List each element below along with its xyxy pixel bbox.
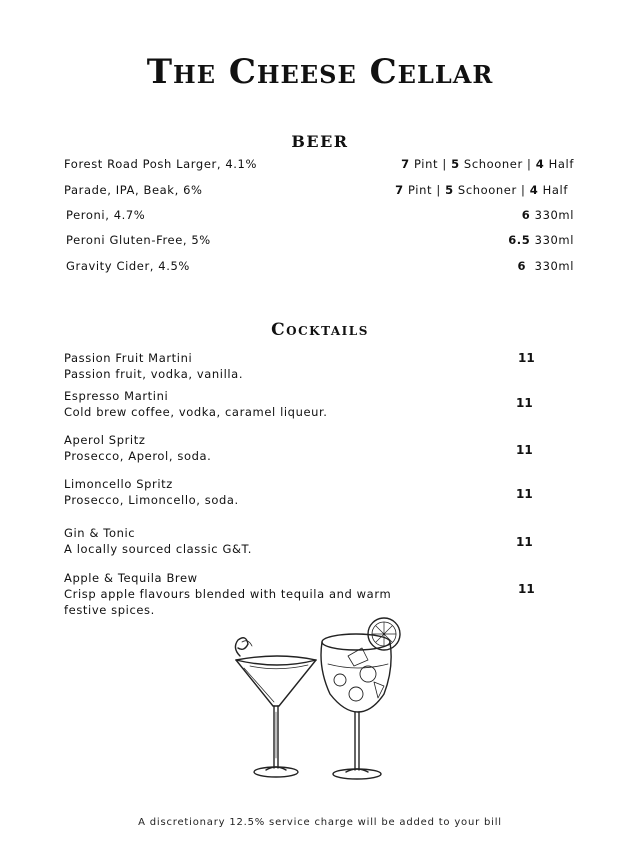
cocktail-price: 11 xyxy=(516,443,533,457)
cocktail-item xyxy=(64,388,544,420)
cocktail-item xyxy=(64,350,544,382)
beer-price: 6 330ml xyxy=(517,259,574,273)
cocktail-price: 11 xyxy=(518,582,535,596)
cocktail-description: Prosecco, Aperol, soda. xyxy=(64,449,212,463)
beer-item xyxy=(64,183,568,201)
cocktail-name: Aperol Spritz xyxy=(64,433,146,447)
beer-item xyxy=(66,208,574,226)
beer-price: 6.5 330ml xyxy=(508,233,574,247)
cocktail-description: Passion fruit, vodka, vanilla. xyxy=(64,367,244,381)
cocktail-description: Prosecco, Limoncello, soda. xyxy=(64,493,239,507)
cocktail-price: 11 xyxy=(518,351,535,365)
beer-price: 7 Pint | 5 Schooner | 4 Half xyxy=(401,157,574,171)
service-charge-note: A discretionary 12.5% service charge will be added to your bill xyxy=(138,817,502,828)
beer-price: 6 330ml xyxy=(521,208,574,222)
beer-name: Peroni, 4.7% xyxy=(66,208,146,222)
cocktail-name: Gin & Tonic xyxy=(64,526,136,540)
cocktail-price: 11 xyxy=(516,487,533,501)
beer-name: Gravity Cider, 4.5% xyxy=(66,259,190,273)
spritz-glass-icon xyxy=(321,618,400,779)
cocktail-name: Limoncello Spritz xyxy=(64,477,173,491)
cocktail-item xyxy=(64,525,544,557)
cocktails-heading: Cocktails xyxy=(271,320,369,340)
beer-item xyxy=(66,233,574,251)
beer-name: Peroni Gluten-Free, 5% xyxy=(66,233,211,247)
cocktail-name: Passion Fruit Martini xyxy=(64,351,193,365)
beer-item xyxy=(64,157,574,175)
cocktail-name: Apple & Tequila Brew xyxy=(64,571,198,585)
beer-heading: BEER xyxy=(291,132,349,151)
cocktail-description: A locally sourced classic G&T. xyxy=(64,542,253,556)
cocktail-item xyxy=(64,476,544,508)
menu-title: The Cheese Cellar xyxy=(146,52,494,92)
cocktail-price: 11 xyxy=(516,535,533,549)
cocktail-glasses-illustration xyxy=(218,608,418,788)
beer-item xyxy=(66,259,574,277)
cocktail-price: 11 xyxy=(516,396,533,410)
cocktail-name: Espresso Martini xyxy=(64,389,169,403)
cocktail-item xyxy=(64,432,544,464)
martini-glass-icon xyxy=(235,638,316,777)
beer-price: 7 Pint | 5 Schooner | 4 Half xyxy=(395,183,568,197)
beer-name: Forest Road Posh Larger, 4.1% xyxy=(64,157,257,171)
cocktail-description: Cold brew coffee, vodka, caramel liqueur. xyxy=(64,405,328,419)
beer-name: Parade, IPA, Beak, 6% xyxy=(64,183,203,197)
cocktail-description: Crisp apple flavours blended with tequila and warm festive spices. xyxy=(64,587,392,617)
